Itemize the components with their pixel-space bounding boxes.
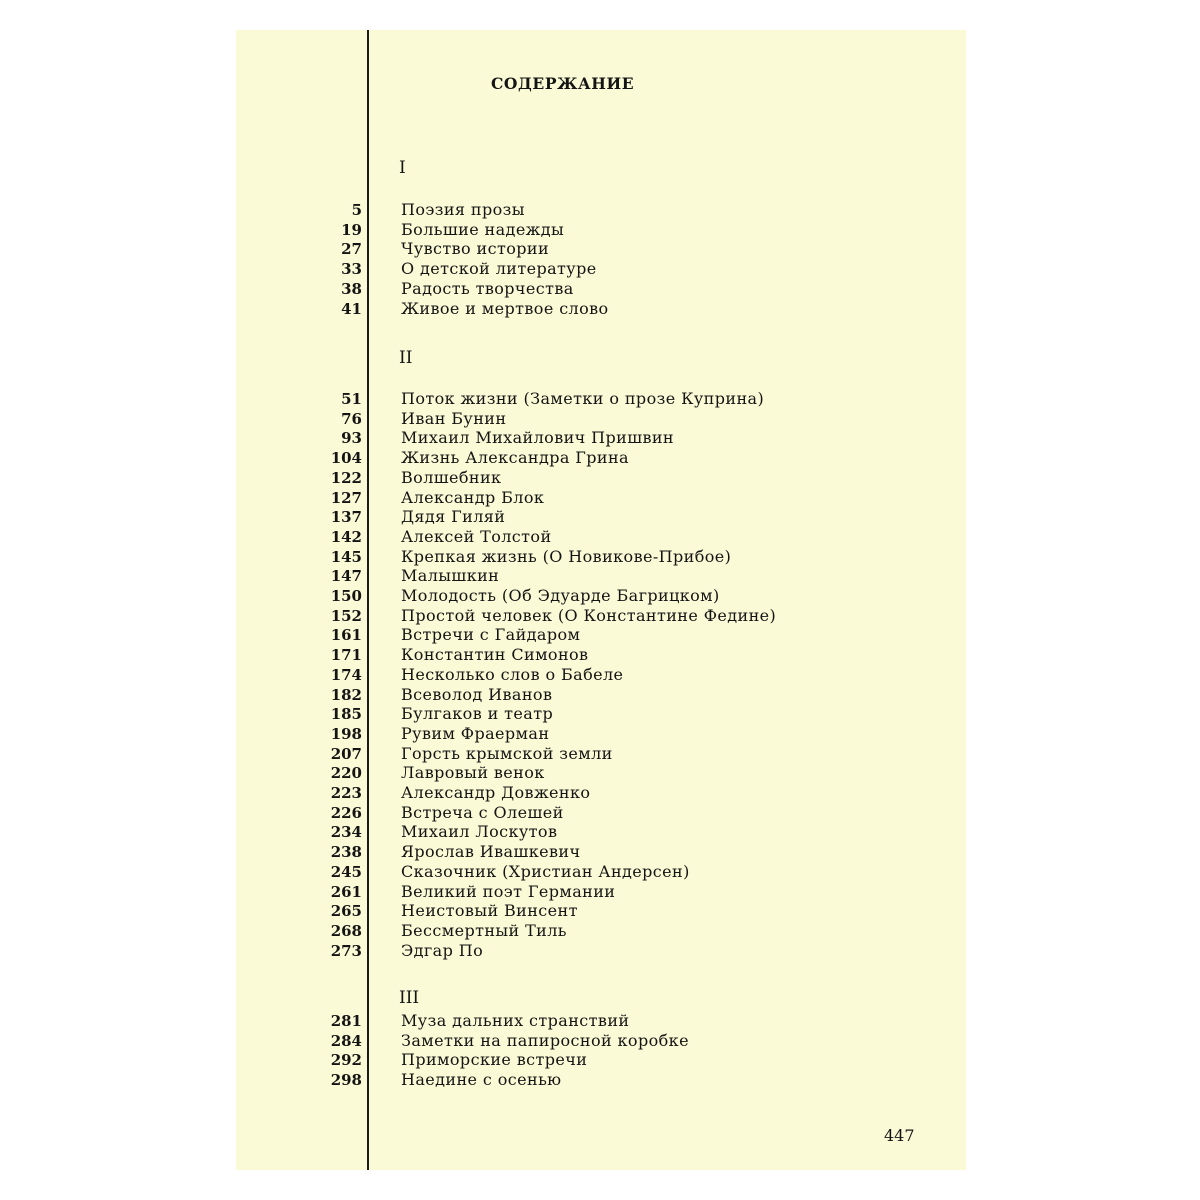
toc-page-number: 137	[330, 508, 362, 527]
section-label: III	[399, 988, 420, 1008]
toc-page-number: 273	[330, 941, 362, 960]
toc-page-number: 76	[341, 409, 362, 428]
book-page	[236, 30, 966, 1170]
toc-entry-title: Чувство истории	[401, 239, 550, 259]
toc-entry-title: Эдгар По	[401, 940, 484, 960]
toc-page-number: 127	[330, 488, 362, 507]
toc-entry	[236, 665, 966, 685]
toc-page-number: 93	[341, 429, 362, 448]
toc-page-number: 292	[330, 1051, 362, 1070]
toc-page-number: 150	[330, 587, 362, 605]
toc-entry	[236, 547, 966, 567]
toc-entry-title: Встреча с Олешей	[401, 802, 564, 822]
toc-entry	[236, 1070, 966, 1090]
toc-entry	[236, 1011, 966, 1031]
toc-entry-title: Михаил Лоскутов	[401, 822, 558, 842]
toc-entry-title: Жизнь Александра Грина	[401, 448, 629, 468]
toc-entry	[236, 586, 966, 606]
toc-entry	[236, 220, 966, 240]
toc-entry-title: Крепкая жизнь (О Новикове-Прибое)	[401, 546, 732, 566]
page-number: 447	[884, 1126, 915, 1145]
toc-page-number: 19	[341, 220, 362, 239]
toc-page-number: 5	[351, 201, 362, 219]
toc-entry	[236, 507, 966, 527]
toc-entry	[236, 685, 966, 705]
toc-page-number: 220	[330, 764, 362, 783]
toc-entry	[236, 566, 966, 586]
toc-entry-title: Неистовый Винсент	[401, 901, 578, 921]
toc-entry	[236, 921, 966, 941]
toc-entry	[236, 448, 966, 468]
toc-entry	[236, 1031, 966, 1051]
toc-entry	[236, 704, 966, 724]
toc-entry-title: Заметки на папиросной коробке	[401, 1030, 689, 1050]
toc-page-number: 174	[330, 665, 362, 684]
toc-entry-title: Сказочник (Христиан Андерсен)	[401, 861, 690, 881]
toc-entry-title: Иван Бунин	[401, 408, 507, 428]
toc-entry-title: Александр Довженко	[401, 783, 591, 802]
toc-entry-title: Несколько слов о Бабеле	[401, 664, 624, 684]
toc-entry	[236, 822, 966, 842]
toc-entry	[236, 625, 966, 645]
section-label: II	[399, 348, 413, 368]
toc-page-number: 145	[330, 547, 362, 566]
toc-entry-title: Встречи с Гайдаром	[401, 625, 581, 645]
toc-page-number: 122	[330, 468, 362, 487]
toc-entry-title: Лавровый венок	[401, 763, 545, 783]
toc-entry	[236, 1050, 966, 1070]
toc-entry-title: Ярослав Ивашкевич	[401, 842, 581, 862]
toc-entry-title: Малышкин	[401, 566, 500, 586]
toc-entry-title: Живое и мертвое слово	[401, 298, 609, 318]
toc-entry-title: Рувим Фраерман	[401, 723, 550, 743]
toc-entry-title: Великий поэт Германии	[401, 881, 616, 901]
toc-page-number: 142	[330, 527, 362, 546]
toc-entry-title: Волшебник	[401, 467, 502, 487]
toc-entry	[236, 468, 966, 488]
toc-entry	[236, 299, 966, 319]
section-label: I	[399, 158, 406, 178]
toc-entry	[236, 239, 966, 259]
toc-page-number: 281	[330, 1012, 362, 1030]
toc-page-number: 38	[341, 279, 362, 298]
toc-entry-title: О детской литературе	[401, 259, 597, 279]
toc-entry-title: Дядя Гиляй	[401, 507, 506, 527]
toc-page-number: 41	[341, 299, 362, 318]
toc-entry-title: Константин Симонов	[401, 645, 589, 665]
toc-entry	[236, 941, 966, 961]
toc-page-number: 152	[330, 606, 362, 625]
toc-entry	[236, 606, 966, 626]
toc-page-number: 185	[330, 705, 362, 724]
toc-entry	[236, 862, 966, 882]
toc-entry-title: Бессмертный Тиль	[401, 920, 567, 940]
toc-entry-title: Молодость (Об Эдуарде Багрицком)	[401, 586, 720, 605]
toc-entry	[236, 783, 966, 803]
toc-entry-title: Булгаков и театр	[401, 704, 554, 724]
page-title: СОДЕРЖАНИЕ	[491, 74, 635, 93]
toc-page-number: 268	[330, 921, 362, 940]
toc-page-number: 234	[330, 823, 362, 842]
toc-page-number: 245	[330, 862, 362, 881]
toc-page-number: 198	[330, 724, 362, 743]
toc-entry	[236, 488, 966, 508]
toc-page-number: 33	[341, 260, 362, 279]
toc-page-number: 161	[330, 626, 362, 645]
toc-page-number: 51	[341, 390, 362, 408]
toc-page-number: 27	[341, 240, 362, 259]
toc-entry-title: Муза дальних странствий	[401, 1011, 630, 1030]
toc-entry	[236, 259, 966, 279]
toc-entry-title: Простой человек (О Константине Федине)	[401, 605, 777, 625]
toc-entry	[236, 645, 966, 665]
toc-entry-title: Большие надежды	[401, 219, 565, 239]
toc-entry	[236, 389, 966, 409]
toc-page-number: 104	[330, 449, 362, 468]
toc-page-number: 223	[330, 784, 362, 802]
toc-entry-title: Всеволод Иванов	[401, 684, 553, 704]
toc-entry	[236, 803, 966, 823]
toc-entry-title: Александр Блок	[401, 487, 545, 507]
toc-entry	[236, 527, 966, 547]
toc-page-number: 284	[330, 1031, 362, 1050]
toc-page-number: 261	[330, 882, 362, 901]
toc-entry	[236, 279, 966, 299]
toc-entry-title: Алексей Толстой	[401, 526, 552, 546]
toc-entry-title: Горсть крымской земли	[401, 743, 613, 763]
toc-page-number: 147	[330, 567, 362, 586]
toc-entry-title: Михаил Михайлович Пришвин	[401, 428, 674, 448]
toc-page-number: 298	[330, 1071, 362, 1090]
toc-page-number: 182	[330, 685, 362, 704]
toc-entry-title: Поток жизни (Заметки о прозе Куприна)	[401, 389, 765, 408]
toc-entry-title: Поэзия прозы	[401, 200, 525, 219]
toc-entry	[236, 724, 966, 744]
toc-entry	[236, 200, 966, 220]
toc-page-number: 238	[330, 843, 362, 862]
toc-entry-title: Радость творчества	[401, 278, 574, 298]
toc-page-number: 265	[330, 902, 362, 921]
toc-entry	[236, 842, 966, 862]
toc-entry	[236, 882, 966, 902]
toc-entry	[236, 901, 966, 921]
toc-entry-title: Наедине с осенью	[401, 1070, 562, 1090]
toc-entry-title: Приморские встречи	[401, 1050, 588, 1070]
toc-entry	[236, 409, 966, 429]
toc-page-number: 171	[330, 646, 362, 665]
toc-page-number: 226	[330, 803, 362, 822]
toc-page-number: 207	[330, 744, 362, 763]
toc-entry	[236, 744, 966, 764]
toc-entry	[236, 763, 966, 783]
toc-entry	[236, 428, 966, 448]
